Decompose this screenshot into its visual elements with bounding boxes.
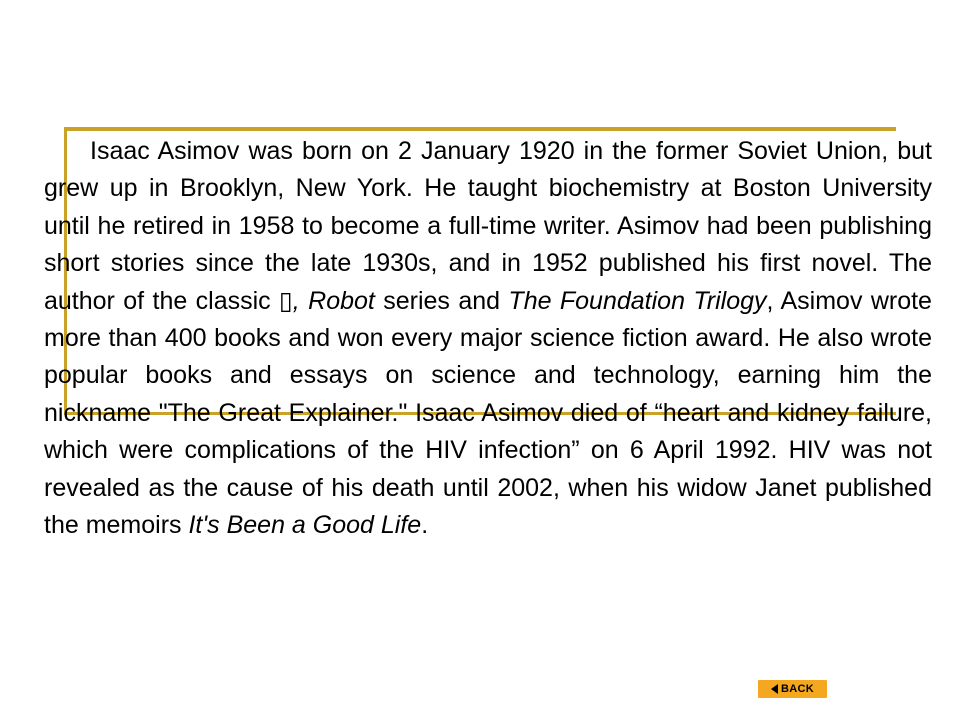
paragraph-segment-italic: The Foundation Trilogy	[508, 286, 767, 315]
paragraph-segment: .	[421, 511, 429, 540]
paragraph-segment-italic: ▯, Robot	[279, 286, 375, 315]
frame-top-line	[64, 127, 896, 131]
back-button-label: BACK	[781, 683, 814, 695]
paragraph-segment-italic: It's Been a Good Life	[188, 511, 422, 540]
left-arrow-icon	[771, 684, 778, 694]
paragraph-segment: series and	[374, 286, 509, 315]
biography-paragraph	[44, 133, 932, 544]
paragraph-segment: Isaac Asimov was born on 2 January 1920 in the former Soviet Union, but grew up in Brooklyn, New York. He taught biochemistry at Boston University until he retired in 1958 to become a full-time writer. Asimov had been publishing short stories since the late 1930s, and in 1952 published his first novel. The author of the classic	[44, 137, 932, 315]
back-button[interactable]	[758, 680, 827, 698]
paragraph-segment: , Asimov wrote more than 400 books and won every major science fiction award. He also wrote popular books and essays on science and technology, earning him the nickname "The Great Explainer." Isaac Asimov died of “heart and kidney failure, which were complications of the HIV infection” on 6 April 1992. HIV was not revealed as the cause of his death until 2002, when his widow Janet published the memoirs	[44, 286, 932, 540]
